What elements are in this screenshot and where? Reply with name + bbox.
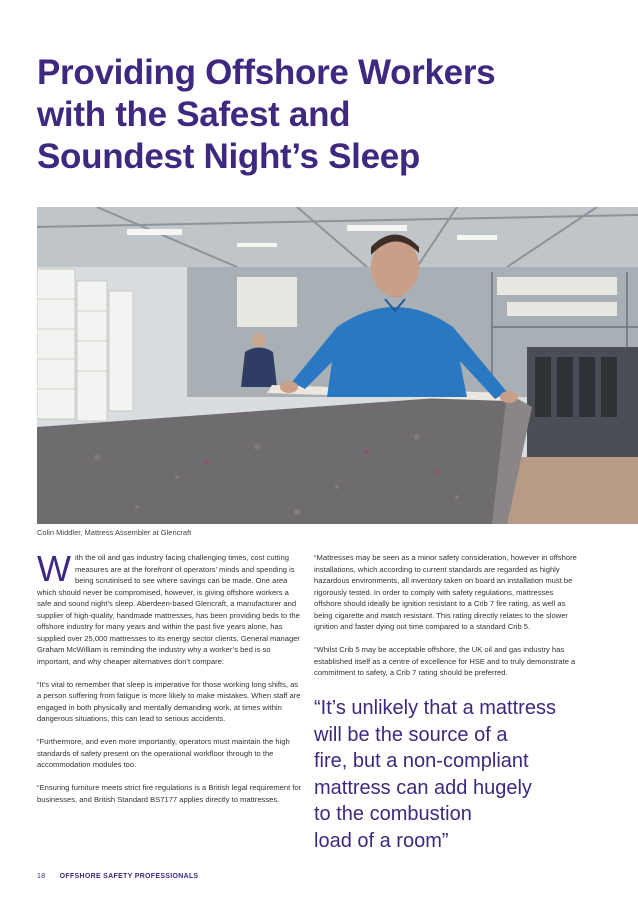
headline-line-2: with the Safest and [37,95,351,134]
pull-quote-line: fire, but a non-compliant [314,750,529,772]
article-paragraph: “Whilst Crib 5 may be acceptable offshore, the UK oil and gas industry has established itself as a centre of excellence for HSE and to truly demonstrate a commitment to safety, a Crib 7 rating should be preferred. [314,645,576,677]
drop-cap: W [37,548,71,589]
headline [37,52,597,178]
article-paragraph [37,548,302,667]
article-column-left [37,548,302,817]
pull-quote-line: to the combustion [314,803,472,825]
article-paragraph-text: ith the oil and gas industry facing challenging times, cost cutting measures are at the forefront of operators’ minds and spending is being scrutinised to see where savings can be made. One area which should never be compromised, however, is giving offshore workers a safe and sound night’s sleep. Aberdeen-based Glencraft, a manufacturer and supplier of high-quality, handmade mattresses, has been providing beds to the offshore industry for many years and within the past five years alone, has supplied over 25,000 mattresses to its energy sector clients. General manager Graham McWilliam is reminding the industry why a worker’s bed is so important, and why cheaper alternatives don’t compare: [37,553,300,666]
page-number: 18 [37,873,46,880]
photo-caption: Colin Middler, Mattress Assembler at Glencraft [37,528,192,537]
factory-scene-illustration [37,207,638,524]
pull-quote-line: load of a room” [314,829,449,852]
pull-quote-line: will be the source of a [314,723,508,746]
pull-quote-line: “It’s unlikely that a mattress [314,697,556,719]
article-paragraph: “Furthermore, and even more importantly, operators must maintain the high standards of safety present on the operational workfloor through to the accommodation modules too. [37,737,290,769]
feature-photo [37,207,638,524]
page-footer [37,873,199,880]
pull-quote [314,695,604,854]
pull-quote-line: mattress can add hugely [314,776,532,799]
article-paragraph: “Ensuring furniture meets strict fire regulations is a British legal requirement for businesses, and British Standard BS7177 applies directly to mattresses. [37,783,302,804]
article-paragraph: “It’s vital to remember that sleep is imperative for those working long shifts, as a person suffering from fatigue is more likely to make mistakes. When staff are engaged in both physically and mentally demanding work, at times within dangerous situations, this can lead to serious accidents. [37,679,301,723]
headline-line-1: Providing Offshore Workers [37,53,496,92]
publication-name: OFFSHORE SAFETY PROFESSIONALS [59,873,199,880]
article-paragraph: “Mattresses may be seen as a minor safety consideration, however in offshore installations, which according to current standards are regarded as highly hazardous environments, all inventory taken on board an installation must be rigorously tested. In order to comply with safety regulations, mattresses offshore should ideally be ignition resistant to a Crib 7 fire rating, as well as being cigarette and match resistant. This rating directly relates to the slower ignition and faster dying out time compared to a standard Crib 5. [314,553,577,631]
article-column-right [314,552,578,690]
headline-line-3: Soundest Night’s Sleep [37,137,420,176]
